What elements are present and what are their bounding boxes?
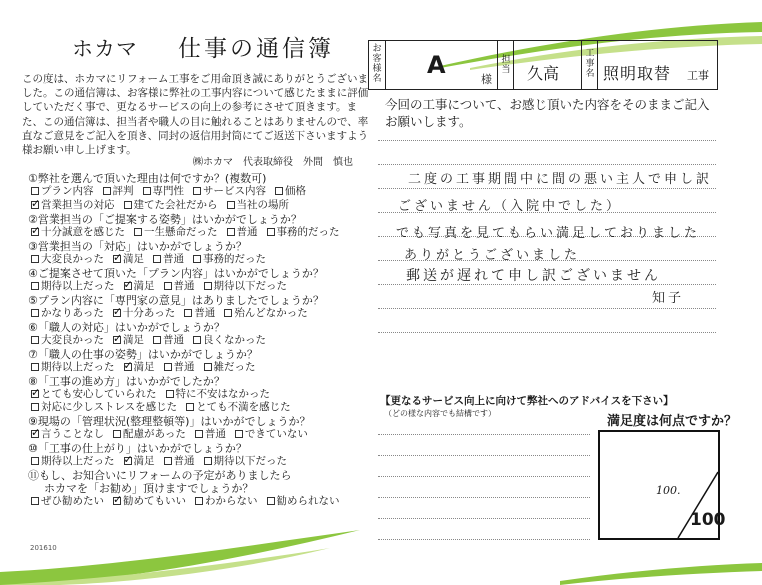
work-label: 工事名 (585, 49, 595, 79)
option[interactable] (235, 428, 308, 440)
checkbox[interactable] (224, 309, 232, 317)
option[interactable] (31, 226, 125, 238)
question-5: ⑤プラン内容に「専門家の意見」はありましたでしょうか？ (28, 293, 324, 307)
checkbox[interactable] (153, 255, 161, 263)
option[interactable] (124, 455, 155, 467)
customer-info-table (368, 40, 718, 90)
option-label: 配慮があった (123, 428, 186, 440)
staff-name: 久高 (527, 64, 560, 83)
option-label: 普通 (173, 360, 195, 373)
option-label: 良くなかった (203, 333, 266, 346)
option[interactable] (103, 185, 134, 197)
option-label: 十分誠意を感じた (41, 225, 125, 238)
options-row (31, 453, 296, 468)
option-label: 事務的だった (203, 252, 266, 265)
option[interactable] (134, 226, 218, 238)
intro-text: この度は、ホカマにリフォーム工事をご用命頂き誠にありがとうございました。この通信簿は、お客様に弊社の工事内容について感じたままに評価していただく事で、更なるサービスの向上の参考にさせて頂きます。また、この通信簿は、担当者や職人の目に触れることはありませんので、率直なご意見をご記入を頂き、同封の返信用封筒にてご返送下さいますよう様お願い申し上げます。 (22, 73, 369, 157)
option[interactable] (113, 334, 144, 346)
checked-checkbox[interactable] (31, 228, 39, 236)
checked-checkbox[interactable] (113, 255, 121, 263)
comment-line-2: ございません（入院中でした） (398, 199, 623, 214)
option-label: 普通 (163, 333, 184, 346)
options-row (31, 305, 317, 320)
ruled-line (378, 188, 716, 189)
option-label: 普通 (204, 428, 226, 440)
option-label: 十分あった (122, 306, 176, 319)
advice-ruled-line (378, 434, 590, 435)
option[interactable] (31, 253, 104, 265)
option-label: 普通 (163, 252, 184, 265)
option[interactable] (204, 280, 288, 292)
checked-checkbox[interactable] (124, 457, 132, 465)
question-10: ⑩「工事の仕上がり」はいかがでしょうか？ (28, 442, 247, 455)
question-7: ⑦「職人の仕事の姿勢」はいかがでしょうか？ (28, 347, 258, 361)
question-6: ⑥「職人の対応」はいかがでしょうか？ (28, 320, 225, 334)
question-3: ③営業担当の「対応」はいかがでしょうか？ (28, 239, 247, 253)
brand-name: ホカマ (72, 37, 138, 61)
option[interactable] (184, 307, 215, 319)
option-label: 事務的だった (276, 225, 340, 238)
checkbox[interactable] (195, 497, 203, 505)
option[interactable] (193, 334, 266, 346)
page-title: 仕事の通信簿 (178, 36, 334, 62)
option-label: 普通 (236, 225, 258, 238)
option[interactable] (31, 334, 104, 346)
option-label: 期待以上だった (41, 455, 115, 467)
score-handwritten: 100. (656, 484, 681, 497)
option[interactable] (224, 307, 308, 319)
option[interactable] (267, 495, 340, 507)
option-label: 雑だった (213, 360, 256, 373)
options-row (31, 493, 349, 508)
ruled-line (378, 308, 716, 309)
comment-signature: 知子 (652, 291, 685, 306)
option-label: 普通 (173, 455, 195, 467)
options-row (31, 251, 275, 266)
footer-code: 201610 (30, 544, 57, 552)
checkbox[interactable] (204, 282, 212, 290)
customer-label: お客様名 (372, 44, 382, 84)
checkbox[interactable] (164, 282, 172, 290)
comment-line-1: 二度の工事期間中に間の悪い主人で申し訳 (408, 172, 713, 187)
option[interactable] (31, 185, 94, 197)
green-swoosh-bottom-right (560, 545, 762, 585)
checkbox[interactable] (113, 430, 121, 438)
checkbox[interactable] (267, 497, 275, 505)
checkbox[interactable] (153, 336, 161, 344)
checkbox[interactable] (31, 187, 39, 195)
question-11-cont: ホカマを「お勧め」頂けますでしょうか？ (44, 482, 254, 495)
option[interactable] (113, 307, 175, 319)
checkbox[interactable] (193, 187, 201, 195)
option[interactable] (31, 307, 104, 319)
checked-checkbox[interactable] (113, 336, 121, 344)
option[interactable] (227, 226, 258, 238)
option-label: 普通 (194, 306, 216, 319)
advice-ruled-line (378, 476, 590, 477)
option[interactable] (31, 455, 115, 467)
question-4: ④ご提案させて頂いた「プラン内容」はいかがでしょうか？ (28, 266, 324, 280)
sama-label: 様 (481, 73, 492, 86)
option-label: 言うことなし (41, 428, 104, 440)
option[interactable] (124, 199, 218, 211)
question-1: ①弊社を選んで頂いた理由は何ですか？(複数可) (28, 172, 267, 185)
option-label: サービス内容 (203, 185, 266, 197)
checkbox[interactable] (204, 363, 212, 371)
option[interactable] (195, 428, 226, 440)
option[interactable] (204, 455, 288, 467)
checkbox[interactable] (124, 201, 132, 209)
work-name: 照明取替 (603, 64, 672, 83)
advice-note: （どの様な内容でも結構です） (384, 409, 496, 418)
checked-checkbox[interactable] (113, 309, 121, 317)
question-2: ②営業担当の「ご提案する姿勢」はいかがでしょうか？ (28, 212, 302, 226)
option[interactable] (166, 388, 271, 400)
option-label: かなりあった (41, 306, 104, 319)
score-printed: 100 (690, 510, 726, 530)
checkbox[interactable] (227, 228, 235, 236)
checkbox[interactable] (164, 457, 172, 465)
checkbox[interactable] (166, 390, 174, 398)
score-box (598, 430, 726, 540)
comment-line-5: 郵送が遅れて申し訳ございません (406, 268, 661, 284)
option[interactable] (113, 495, 186, 507)
option-label: とても不満を感じた (196, 401, 291, 413)
comment-line-4: ありがとうございました (404, 248, 581, 263)
checkbox[interactable] (31, 336, 39, 344)
option-label: プラン内容 (41, 185, 94, 197)
option[interactable] (113, 428, 186, 440)
checkbox[interactable] (204, 457, 212, 465)
checkbox[interactable] (186, 403, 194, 411)
option-label: 満足 (133, 360, 155, 373)
option[interactable] (164, 455, 195, 467)
option[interactable] (164, 280, 195, 292)
advice-ruled-line (378, 518, 590, 519)
option[interactable] (186, 401, 291, 413)
checked-checkbox[interactable] (113, 497, 121, 505)
option-label: 期待以下だった (213, 279, 287, 292)
comment-prompt: 今回の工事について、お感じ頂いた内容をそのままご記入お願いします。 (385, 97, 710, 129)
option-label: 期待以上だった (41, 279, 115, 292)
checkbox[interactable] (31, 363, 39, 371)
option[interactable] (164, 361, 195, 373)
checkbox[interactable] (143, 187, 151, 195)
checkbox[interactable] (134, 228, 142, 236)
checkbox[interactable] (31, 457, 39, 465)
option-label: 一生懸命だった (144, 225, 218, 238)
option[interactable] (31, 428, 104, 440)
option-label: 営業担当の対応 (41, 198, 115, 211)
option-label: 当社の場所 (236, 198, 289, 211)
advice-heading: 【更なるサービス向上に向けて弊社へのアドバイスを下さい】 (380, 395, 674, 407)
checkbox[interactable] (195, 430, 203, 438)
question-11: ⑪もし、お知合いにリフォームの予定がありましたら (28, 469, 292, 482)
option-label: 専門性 (152, 185, 184, 197)
option-label: 対応に少しストレスを感じた (41, 401, 178, 413)
option-label: ぜひ勧めたい (41, 495, 104, 507)
checked-checkbox[interactable] (124, 282, 132, 290)
checked-checkbox[interactable] (31, 430, 39, 438)
option[interactable] (124, 280, 155, 292)
work-suffix: 工事 (687, 69, 709, 82)
checkbox[interactable] (103, 187, 111, 195)
option[interactable] (275, 185, 306, 197)
checkbox[interactable] (235, 430, 243, 438)
checkbox[interactable] (193, 255, 201, 263)
advice-ruled-line (378, 497, 590, 498)
comment-line-3: でも写真を見てもらい満足しておりました (396, 226, 701, 241)
option-label: 勧めてもいい (123, 495, 186, 507)
option-label: 殆んどなかった (234, 306, 308, 319)
score-question: 満足度は何点ですか？ (607, 414, 738, 429)
option[interactable] (193, 253, 266, 265)
ruled-line (378, 164, 716, 165)
option-label: 満足 (133, 279, 155, 292)
checked-checkbox[interactable] (31, 390, 39, 398)
options-row (31, 399, 300, 414)
option[interactable] (195, 495, 258, 507)
question-8: ⑧「工事の進め方」はいかがでしたか？ (28, 374, 225, 388)
checkbox[interactable] (31, 497, 39, 505)
option-label: 期待以下だった (213, 455, 287, 467)
option[interactable] (267, 226, 340, 238)
options-row (31, 332, 275, 347)
option-label: わからない (205, 495, 258, 507)
option[interactable] (193, 185, 266, 197)
checked-checkbox[interactable] (31, 201, 39, 209)
options-row (31, 224, 349, 239)
option[interactable] (204, 361, 256, 373)
option[interactable] (153, 334, 184, 346)
advice-ruled-line (378, 539, 590, 540)
option-label: とても安心していられた (41, 387, 157, 400)
option[interactable] (31, 280, 115, 292)
option[interactable] (31, 495, 104, 507)
checkbox[interactable] (31, 255, 39, 263)
option-label: 大変良かった (41, 252, 104, 265)
options-row (31, 426, 317, 441)
option-label: 満足 (133, 455, 155, 467)
option-label: 特に不安はなかった (175, 387, 270, 400)
option[interactable] (31, 361, 115, 373)
checkbox[interactable] (31, 309, 39, 317)
ruled-line (378, 140, 716, 141)
option[interactable] (113, 253, 144, 265)
option[interactable] (143, 185, 185, 197)
option-label: 大変良かった (41, 333, 104, 346)
options-row (31, 278, 296, 293)
option-label: 価格 (285, 185, 306, 197)
signature: ㈱ホカマ 代表取締役 外間 慎也 (193, 157, 353, 168)
checkbox[interactable] (193, 336, 201, 344)
option[interactable] (227, 199, 290, 211)
option[interactable] (124, 361, 155, 373)
options-row (31, 359, 265, 374)
option-label: 勧められない (276, 495, 340, 507)
checked-checkbox[interactable] (124, 363, 132, 371)
checkbox[interactable] (184, 309, 192, 317)
option-label: できていない (244, 428, 308, 440)
checkbox[interactable] (227, 201, 235, 209)
question-9: ⑨現場の「管理状況(整理整頓等)」はいかがでしょうか？ (28, 415, 311, 428)
options-row (31, 197, 298, 212)
staff-label: 担当 (501, 55, 511, 75)
option[interactable] (31, 388, 157, 400)
checkbox[interactable] (164, 363, 172, 371)
option[interactable] (31, 199, 115, 211)
option-label: 満足 (123, 252, 144, 265)
ruled-line (378, 332, 716, 333)
option-label: 満足 (123, 333, 144, 346)
option-label: 評判 (112, 185, 134, 197)
option[interactable] (153, 253, 184, 265)
checkbox[interactable] (31, 403, 39, 411)
option[interactable] (31, 401, 177, 413)
checkbox[interactable] (267, 228, 275, 236)
option-label: 普通 (173, 279, 195, 292)
advice-ruled-line (378, 455, 590, 456)
customer-name: A (427, 51, 446, 79)
checkbox[interactable] (31, 282, 39, 290)
option-label: 期待以上だった (41, 360, 115, 373)
checkbox[interactable] (275, 187, 283, 195)
option-label: 建てた会社だから (133, 198, 218, 211)
